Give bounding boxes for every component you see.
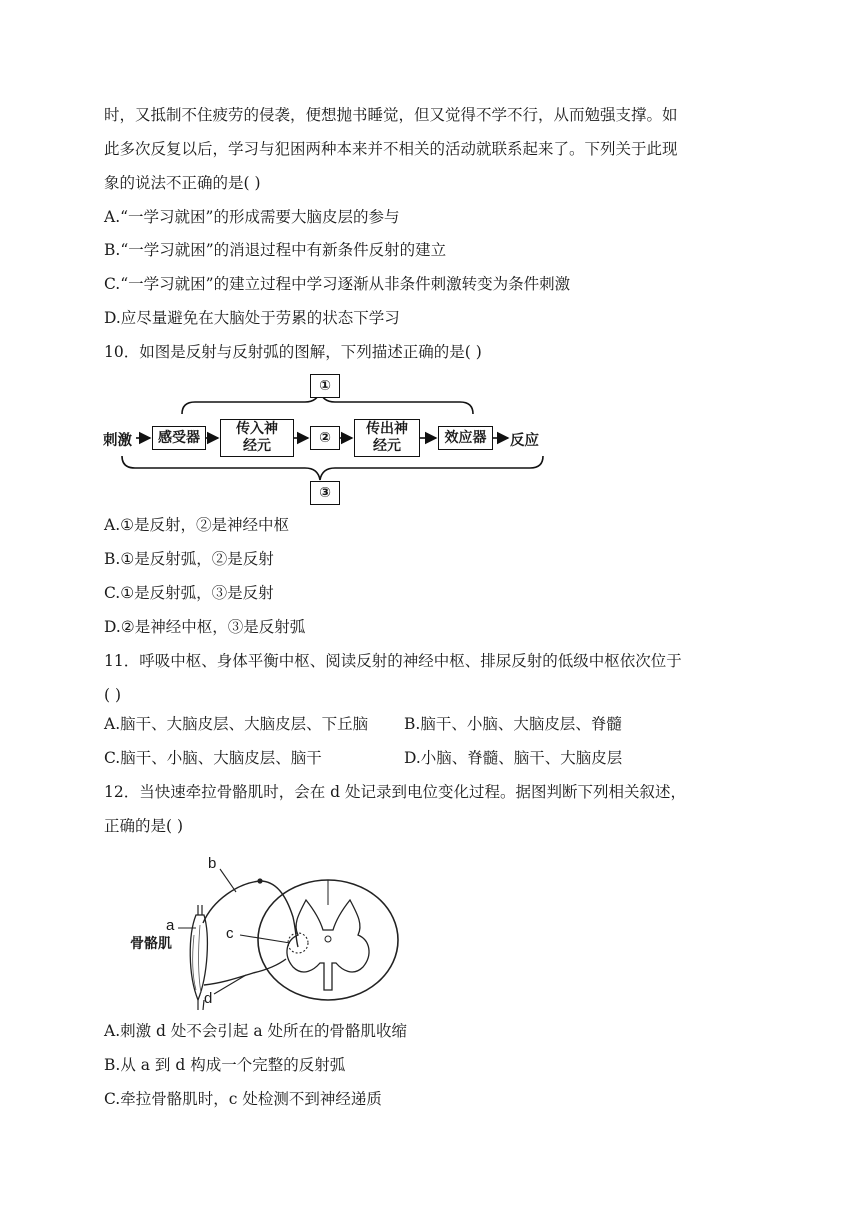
diagram-afferent-line1: 传入神 [236, 421, 278, 437]
reflex-arc-diagram [100, 370, 550, 505]
q11-stem-line2: ( ) [104, 686, 122, 704]
spinal-cord-figure [128, 855, 418, 1015]
q10-stem: 10．如图是反射与反射弧的图解，下列描述正确的是( ) [104, 343, 482, 361]
figure-label-b: b [208, 855, 217, 872]
diagram-efferent-line2: 经元 [373, 438, 401, 454]
q9-text-line3: 象的说法不正确的是( ) [104, 174, 261, 192]
q9-option-b: B.“一学习就困”的消退过程中有新条件反射的建立 [104, 241, 447, 259]
q10-option-c: C.①是反射弧，③是反射 [104, 584, 274, 602]
diagram-center-mark: ② [319, 429, 331, 446]
diagram-bottom-box [310, 481, 340, 505]
q12-stem-line1: 12．当快速牵拉骨骼肌时，会在 d 处记录到电位变化过程。据图判断下列相关叙述， [104, 783, 687, 801]
q9-option-d: D.应尽量避免在大脑处于劳累的状态下学习 [104, 309, 400, 327]
diagram-afferent-box [220, 419, 294, 457]
q11-option-d: D.小脑、脊髓、脑干、大脑皮层 [404, 749, 623, 767]
diagram-stimulus-label: 刺激 [103, 433, 132, 449]
q11-option-c: C.脑干、小脑、大脑皮层、脑干 [104, 749, 322, 767]
diagram-receptor-box [152, 426, 206, 450]
diagram-center-box [310, 426, 340, 450]
q11-stem-line1: 11．呼吸中枢、身体平衡中枢、阅读反射的神经中枢、排尿反射的低级中枢依次位于 [104, 652, 682, 670]
diagram-efferent-box [354, 419, 420, 457]
q10-option-a: A.①是反射，②是神经中枢 [104, 516, 290, 534]
q10-option-d: D.②是神经中枢，③是反射弧 [104, 618, 306, 636]
q11-option-a: A.脑干、大脑皮层、大脑皮层、下丘脑 [104, 715, 369, 733]
q12-stem-line2: 正确的是( ) [104, 817, 184, 835]
diagram-effector-label: 效应器 [444, 429, 487, 446]
diagram-bottom-mark: ③ [319, 484, 331, 501]
figure-label-d: d [204, 990, 213, 1007]
diagram-top-box [310, 374, 340, 398]
q9-option-c: C.“一学习就困”的建立过程中学习逐渐从非条件刺激转变为条件刺激 [104, 275, 571, 293]
q10-option-b: B.①是反射弧，②是反射 [104, 550, 274, 568]
q12-option-c: C.牵拉骨骼肌时，c 处检测不到神经递质 [104, 1090, 382, 1108]
diagram-effector-box [438, 426, 493, 450]
q9-option-a: A.“一学习就困”的形成需要大脑皮层的参与 [104, 208, 400, 226]
diagram-top-mark: ① [319, 377, 331, 394]
diagram-receptor-label: 感受器 [158, 429, 200, 446]
figure-label-muscle: 骨骼肌 [130, 936, 172, 952]
q11-option-b: B.脑干、小脑、大脑皮层、脊髓 [404, 715, 622, 733]
q9-text-line1: 时，又抵制不住疲劳的侵袭，便想抛书睡觉，但又觉得不学不行，从而勉强支撑。如 [104, 106, 678, 124]
diagram-response-label: 反应 [510, 433, 539, 449]
q9-text-line2: 此多次反复以后，学习与犯困两种本来并不相关的活动就联系起来了。下列关于此现 [104, 140, 678, 158]
diagram-efferent-line1: 传出神 [366, 421, 408, 437]
diagram-afferent-line2: 经元 [243, 438, 271, 454]
figure-label-a: a [166, 917, 175, 934]
figure-label-c: c [226, 925, 234, 942]
q12-option-a: A.刺激 d 处不会引起 a 处所在的骨骼肌收缩 [104, 1022, 407, 1040]
q12-option-b: B.从 a 到 d 构成一个完整的反射弧 [104, 1056, 346, 1074]
